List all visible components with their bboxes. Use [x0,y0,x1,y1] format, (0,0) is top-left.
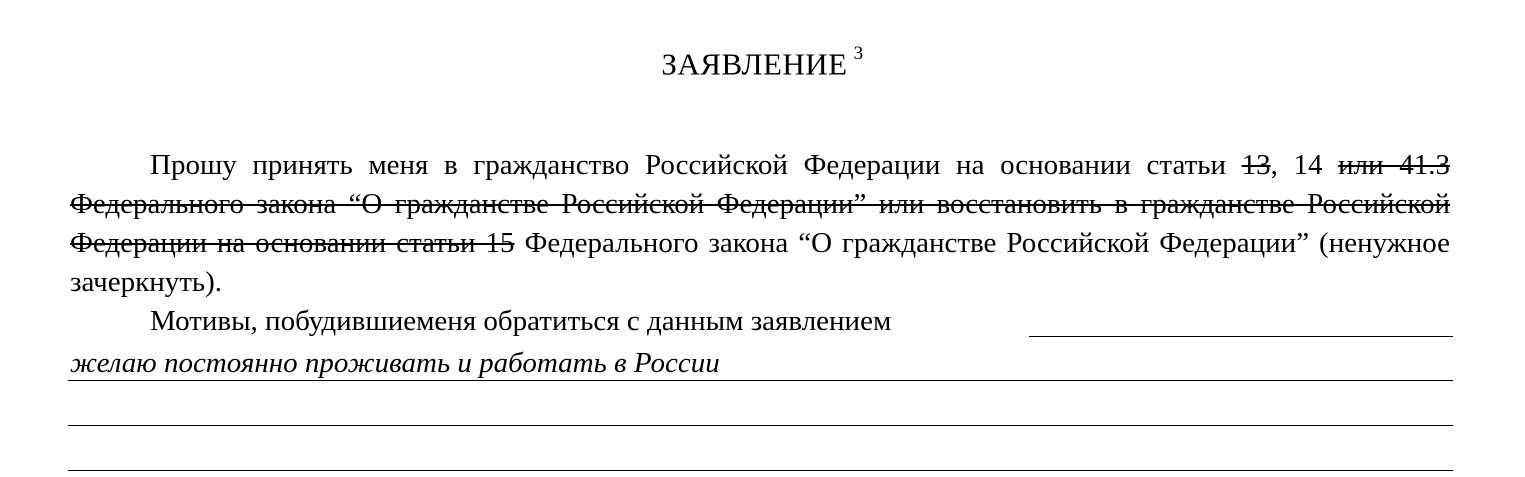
motives-answer-line-3[interactable] [68,425,1453,426]
motives-label: Мотивы, побудившиеменя обратиться с данным заявлением [150,305,892,337]
struck-article-13: 13 [1241,149,1271,181]
article-14-text: , 14 [1270,149,1339,181]
citizenship-request-paragraph [70,146,1450,302]
document-title [0,36,1525,86]
title-text: ЗАЯВЛЕНИЕ [661,46,848,82]
title-footnote-mark: 3 [853,43,864,64]
motives-answer-text: желаю постоянно проживать и работать в России [70,347,720,379]
motives-answer-line-1[interactable] [1029,336,1453,337]
request-intro-text: Прошу принять меня в гражданство Российской Федерации на основании статьи [150,149,1242,181]
struck-alternative-options: или 41.3 Федерального закона “О гражданстве Российской Федерации” или восстановить в гражданстве Российской Федерации на основании статьи 15 [70,149,1450,259]
request-tail-text: Федерального закона “О гражданстве Российской Федерации” (ненужное зачеркнуть). [70,227,1451,298]
motives-answer-line-2[interactable] [68,380,1453,381]
motives-answer-line-4[interactable] [68,470,1453,471]
